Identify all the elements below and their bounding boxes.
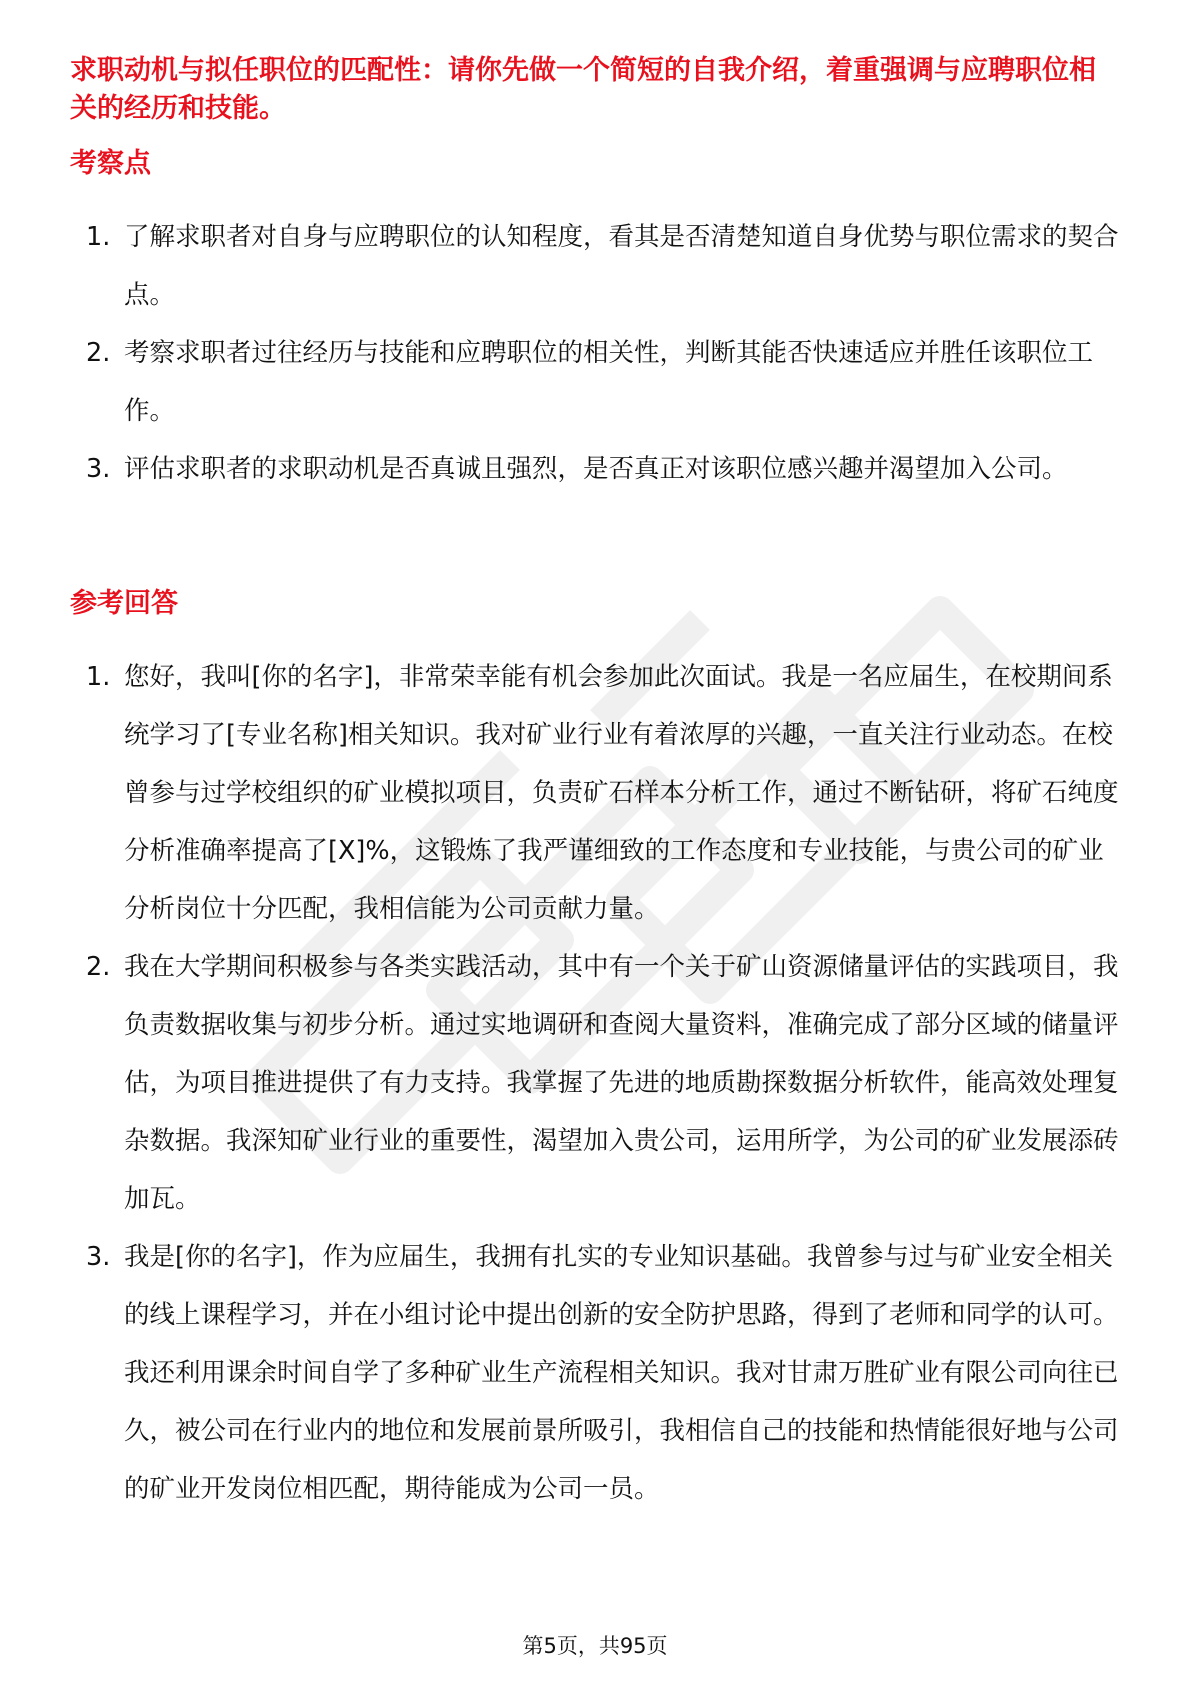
list-item-number: 3. — [86, 1242, 111, 1272]
list-item — [70, 440, 1120, 498]
list-item-text: 我是[你的名字]，作为应届生，我拥有扎实的专业知识基础。我曾参与过与矿业安全相关的线上课程学习，并在小组讨论中提出创新的安全防护思路，得到了老师和同学的认可。我还利用课余时间自学了多种矿业生产流程相关知识。我对甘肃万胜矿业有限公司向往已久，被公司在行业内的地位和发展前景所吸引，我相信自己的技能和热情能很好地与公司的矿业开发岗位相匹配，期待能成为公司一员。 — [124, 1242, 1119, 1504]
list-item-number: 2. — [86, 952, 111, 982]
points-list — [70, 208, 1120, 498]
list-item — [70, 938, 1120, 1228]
list-item-text: 您好，我叫[你的名字]，非常荣幸能有机会参加此次面试。我是一名应届生，在校期间系统学习了[专业名称]相关知识。我对矿业行业有着浓厚的兴趣，一直关注行业动态。在校曾参与过学校组织的矿业模拟项目，负责矿石样本分析工作，通过不断钻研，将矿石纯度分析准确率提高了[X]%，这锻炼了我严谨细致的工作态度和专业技能，与贵公司的矿业分析岗位十分匹配，我相信能为公司贡献力量。 — [124, 662, 1119, 924]
list-item — [70, 648, 1120, 938]
section-heading-points: 考察点 — [70, 148, 151, 179]
list-item-text: 了解求职者对自身与应聘职位的认知程度，看其是否清楚知道自身优势与职位需求的契合点。 — [124, 222, 1119, 310]
list-item — [70, 324, 1120, 440]
section-heading-answers: 参考回答 — [70, 588, 178, 619]
list-item-text: 考察求职者过往经历与技能和应聘职位的相关性，判断其能否快速适应并胜任该职位工作。 — [124, 338, 1094, 426]
question-title: 求职动机与拟任职位的匹配性：请你先做一个简短的自我介绍，着重强调与应聘职位相关的经历和技能。 — [70, 55, 1096, 124]
page-footer: 第5页，共95页 — [522, 1634, 668, 1658]
list-item-text: 我在大学期间积极参与各类实践活动，其中有一个关于矿山资源储量评估的实践项目，我负责数据收集与初步分析。通过实地调研和查阅大量资料，准确完成了部分区域的储量评估，为项目推进提供了有力支持。我掌握了先进的地质勘探数据分析软件，能高效处理复杂数据。我深知矿业行业的重要性，渴望加入贵公司，运用所学，为公司的矿业发展添砖加瓦。 — [124, 952, 1119, 1214]
list-item-number: 2. — [86, 338, 111, 368]
list-item-number: 1. — [86, 662, 111, 692]
list-item — [70, 208, 1120, 324]
list-item-text: 评估求职者的求职动机是否真诚且强烈，是否真正对该职位感兴趣并渴望加入公司。 — [124, 454, 1068, 484]
list-item-number: 3. — [86, 454, 111, 484]
answers-list — [70, 648, 1120, 1518]
list-item — [70, 1228, 1120, 1518]
list-item-number: 1. — [86, 222, 111, 252]
